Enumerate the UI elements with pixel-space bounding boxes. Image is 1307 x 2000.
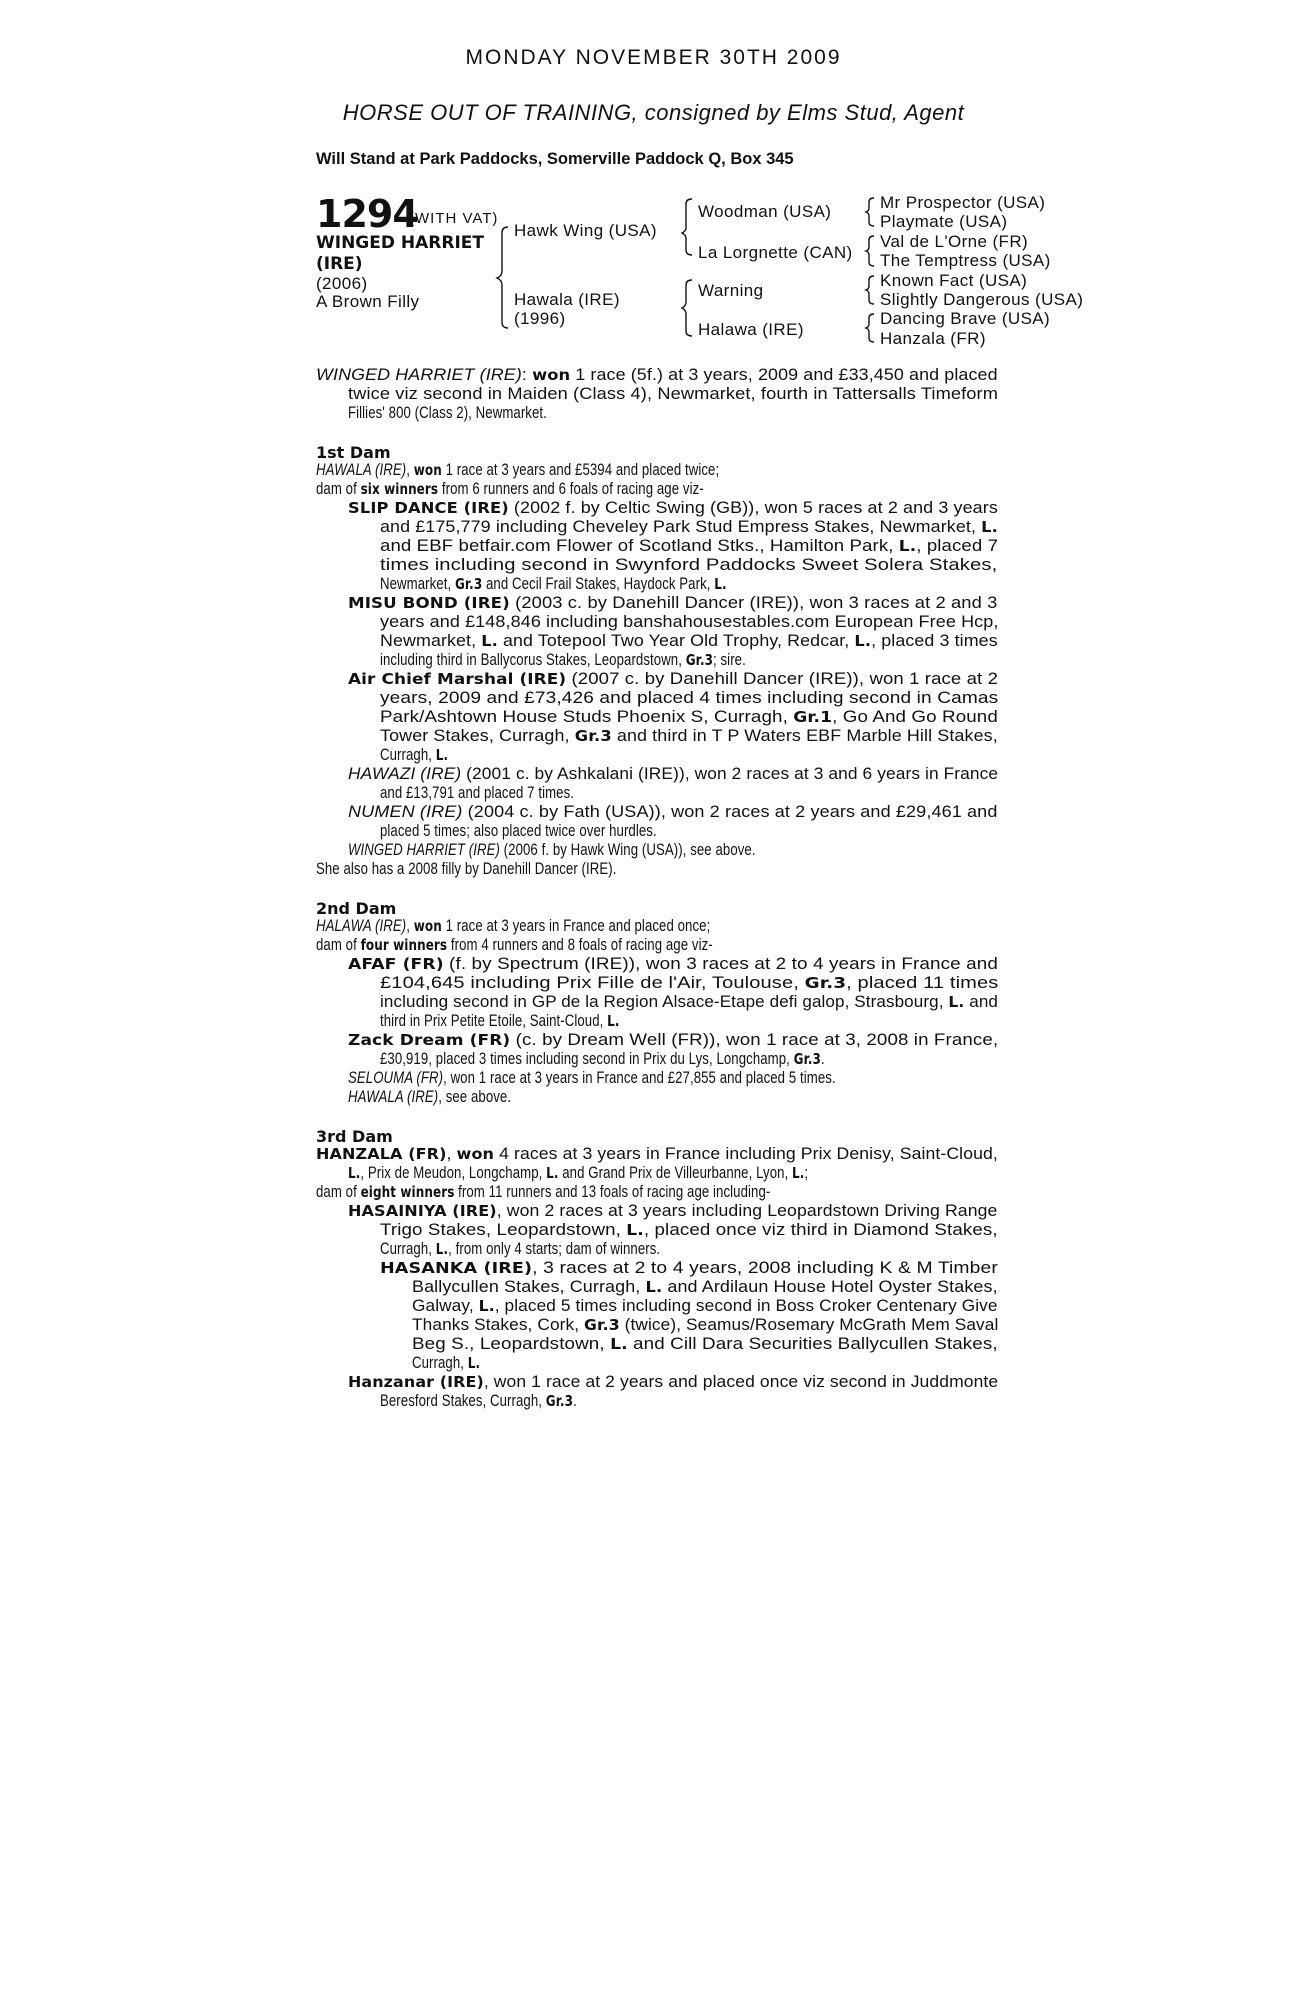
race-record-line: Fillies' 800 (Class 2), Newmarket. (348, 404, 547, 422)
produce-line: AFAF (FR) (f. by Spectrum (IRE)), won 3 races at 2 to 4 years in France and (348, 955, 998, 973)
bracket-sire-line (682, 199, 692, 255)
lot-number: 1294 (316, 192, 418, 236)
produce-line: MISU BOND (IRE) (2003 c. by Danehill Dancer (IRE)), won 3 races at 2 and 3 (348, 594, 998, 612)
produce-line: Air Chief Marshal (IRE) (2007 c. by Danehill Dancer (IRE)), won 1 race at 2 (348, 670, 999, 688)
produce-line: and EBF betfair.com Flower of Scotland Stks., Hamilton Park, L., placed 7 (380, 537, 999, 555)
produce-line: HAWAZI (IRE) (2001 c. by Ashkalani (IRE)), won 2 races at 3 and 6 years in France (348, 765, 999, 783)
bracket-g2 (866, 236, 874, 266)
produce-line: years and £148,846 including banshahousestables.com European Free Hcp, (380, 613, 999, 631)
produce-line: HASAINIYA (IRE), won 2 races at 3 years including Leopardstown Driving Range (348, 1202, 998, 1220)
pedigree-dam-year: (1996) (514, 309, 566, 328)
third-dam-heading: 3rd Dam (316, 1127, 393, 1146)
produce-line: Park/Ashtown House Studs Phoenix S, Curragh, Gr.1, Go And Go Round (380, 708, 998, 726)
pedigree-dam-sire: Warning (698, 281, 764, 300)
bracket-sire-dam (497, 227, 508, 328)
pedigree-sire-sire: Woodman (USA) (698, 202, 832, 221)
produce-line: Beresford Stakes, Curragh, Gr.3. (380, 1392, 577, 1410)
produce-line: Newmarket, Gr.3 and Cecil Frail Stakes, Haydock Park, L. (380, 575, 727, 593)
vat-note: (WITH VAT) (409, 210, 499, 227)
produce-line: SELOUMA (FR), won 1 race at 3 years in France and £27,855 and placed 5 times. (348, 1069, 836, 1087)
produce-line: £104,645 including Prix Fille de l'Air, Toulouse, Gr.3, placed 11 times (380, 974, 999, 992)
horse-name-line1: WINGED HARRIET (316, 233, 484, 253)
produce-line: WINGED HARRIET (IRE) (2006 f. by Hawk Wing (USA)), see above. (348, 841, 756, 859)
bracket-dam-line (682, 280, 692, 336)
dam-line: HALAWA (IRE), won 1 race at 3 years in France and placed once; (316, 917, 711, 935)
dam-line: HANZALA (FR), won 4 races at 3 years in France including Prix Denisy, Saint-Cloud, (316, 1145, 998, 1163)
pedigree-g5: Known Fact (USA) (880, 271, 1028, 290)
bracket-g3 (866, 276, 874, 304)
produce-line: Curragh, L. (380, 746, 449, 764)
pedigree-g7: Dancing Brave (USA) (880, 309, 1051, 328)
produce-line: Beg S., Leopardstown, L. and Cill Dara Securities Ballycullen Stakes, (412, 1335, 998, 1353)
produce-line: placed 5 times; also placed twice over hurdles. (380, 822, 657, 840)
produce-line: Hanzanar (IRE), won 1 race at 2 years and placed once viz second in Juddmonte (348, 1373, 999, 1391)
race-record-line: WINGED HARRIET (IRE): won 1 race (5f.) at 3 years, 2009 and £33,450 and placed (316, 366, 998, 384)
dam-line: L., Prix de Meudon, Longchamp, L. and Grand Prix de Villeurbanne, Lyon, L.; (348, 1164, 809, 1182)
produce-line: Curragh, L., from only 4 starts; dam of winners. (380, 1240, 661, 1258)
foaling-year: (2006) (316, 274, 368, 293)
pedigree-dam-dam: Halawa (IRE) (698, 320, 804, 339)
pedigree-g2: Playmate (USA) (880, 212, 1008, 231)
pedigree-g8: Hanzala (FR) (880, 329, 986, 348)
pedigree-g4: The Temptress (USA) (880, 251, 1051, 270)
pedigree-sire-dam: La Lorgnette (CAN) (698, 243, 853, 262)
produce-line: Curragh, L. (412, 1354, 481, 1372)
dam-line: dam of four winners from 4 runners and 8 foals of racing age viz- (316, 936, 713, 954)
dam-line: She also has a 2008 filly by Danehill Dancer (IRE). (316, 860, 617, 878)
produce-line: HASANKA (IRE), 3 races at 2 to 4 years, 2008 including K & M Timber (380, 1259, 998, 1277)
horse-description: A Brown Filly (316, 292, 420, 311)
consignment-title: HORSE OUT OF TRAINING, consigned by Elms Stud, Agent (342, 100, 965, 125)
produce-line: Zack Dream (FR) (c. by Dream Well (FR)), won 1 race at 3, 2008 in France, (348, 1031, 999, 1049)
pedigree-g1: Mr Prospector (USA) (880, 193, 1046, 212)
produce-line: SLIP DANCE (IRE) (2002 f. by Celtic Swing (GB)), won 5 races at 2 and 3 years (348, 499, 998, 517)
produce-line: Ballycullen Stakes, Curragh, L. and Ardilaun House Hotel Oyster Stakes, (412, 1278, 998, 1296)
produce-line: Galway, L., placed 5 times including second in Boss Croker Centenary Give (412, 1297, 998, 1315)
bracket-g1 (866, 198, 874, 226)
dam-line: dam of eight winners from 11 runners and 13 foals of racing age including- (316, 1183, 771, 1201)
produce-line: including third in Ballycorus Stakes, Leopardstown, Gr.3; sire. (380, 651, 746, 669)
second-dam-heading: 2nd Dam (316, 899, 397, 918)
pedigree-sire: Hawk Wing (USA) (514, 221, 657, 240)
produce-line: NUMEN (IRE) (2004 c. by Fath (USA)), won 2 races at 2 years and £29,461 and (348, 803, 998, 821)
produce-line: £30,919, placed 3 times including second in Prix du Lys, Longchamp, Gr.3. (380, 1050, 825, 1068)
produce-line: including second in GP de la Region Alsace-Etape defi galop, Strasbourg, L. and (380, 993, 998, 1011)
pedigree-g3: Val de L'Orne (FR) (880, 232, 1029, 251)
produce-line: years, 2009 and £73,426 and placed 4 times including second in Camas (380, 689, 999, 707)
stabling-location: Will Stand at Park Paddocks, Somerville Paddock Q, Box 345 (316, 150, 794, 168)
bracket-g4 (866, 314, 874, 342)
produce-line: Tower Stakes, Curragh, Gr.3 and third in T P Waters EBF Marble Hill Stakes, (380, 727, 998, 745)
pedigree-g6: Slightly Dangerous (USA) (880, 290, 1084, 309)
horse-name-line2: (IRE) (316, 254, 363, 274)
produce-line: Trigo Stakes, Leopardstown, L., placed once viz third in Diamond Stakes, (380, 1221, 998, 1239)
produce-line: Newmarket, L. and Totepool Two Year Old Trophy, Redcar, L., placed 3 times (380, 632, 998, 650)
dam-line: HAWALA (IRE), won 1 race at 3 years and £5394 and placed twice; (316, 461, 720, 479)
produce-line: and £13,791 and placed 7 times. (380, 784, 575, 802)
dam-line: dam of six winners from 6 runners and 6 foals of racing age viz- (316, 480, 704, 498)
produce-line: third in Prix Petite Etoile, Saint-Cloud, L. (380, 1012, 620, 1030)
produce-line: and £175,779 including Cheveley Park Stud Empress Stakes, Newmarket, L. (380, 518, 998, 536)
produce-line: HAWALA (IRE), see above. (348, 1088, 512, 1106)
sale-date: MONDAY NOVEMBER 30TH 2009 (465, 46, 842, 69)
first-dam-heading: 1st Dam (316, 443, 391, 462)
pedigree-dam: Hawala (IRE) (514, 290, 620, 309)
race-record-line: twice viz second in Maiden (Class 4), Newmarket, fourth in Tattersalls Timeform (348, 385, 999, 403)
produce-line: Thanks Stakes, Cork, Gr.3 (twice), Seamus/Rosemary McGrath Mem Saval (412, 1316, 999, 1334)
produce-line: times including second in Swynford Paddocks Sweet Solera Stakes, (380, 556, 998, 574)
